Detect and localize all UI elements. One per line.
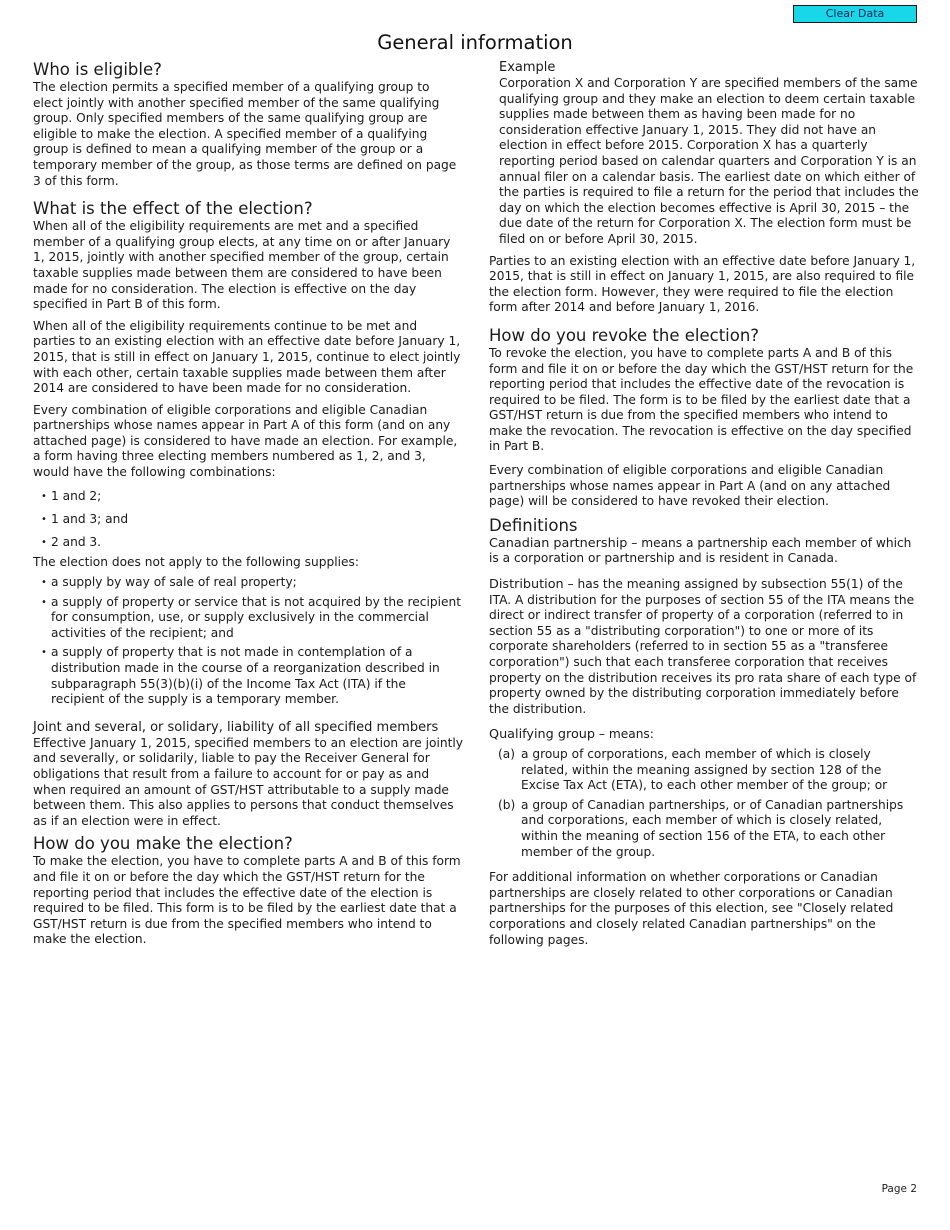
list-marker: (a) [498, 746, 515, 761]
list-item: • a supply of property that is not made in contemplation of a distribution made in the course of a reorganization described in subparagraph 55(3)(b)(i) of the Income Tax Act (ITA) if the recipient of the supply is a temporary member. [33, 645, 463, 707]
definition-text: – means: [595, 727, 654, 742]
list-item: • 2 and 3. [33, 535, 463, 551]
joint-liability-text: Effective January 1, 2015, specified members to an election are jointly and severally, or solidarily, liable to pay the Receiver General for obligations that result from a failure to account for or pay as and when required an amount of GST/HST attributable to a supply made between them. This also applies to persons that conduct themselves as if an election were in effect. [33, 735, 463, 828]
list-item [489, 798, 919, 860]
revoke-heading: How do you revoke the election? [489, 325, 760, 345]
list-marker: (b) [498, 797, 516, 812]
definition-text: – has the meaning assigned by subsection 55(1) of the ITA. A distribution for the purposes of section 55 of the ITA means the direct or indirect transfer of property of a corporation (referred to in section 55 as a "distributing corporation") to one or more of its corporate shareholders (referred to in section 55 as a "transferee corporation") such that each transferee corporation that receives property on the distribution receives its pro rata share of each type of property owned by the distributing corporation immediately before the distribution. [489, 577, 917, 716]
example-heading: Example [499, 60, 556, 75]
additional-info-text: For additional information on whether corporations or Canadian partnerships are closely related to other corporations or Canadian partnerships for the purposes of this election, see "Closely related corporations and closely related Canadian partnerships" on the following pages. [489, 870, 894, 947]
page-title: General information [377, 31, 573, 54]
definition-term: Distribution [489, 577, 564, 593]
list-item: • 1 and 2; [33, 489, 463, 505]
example-box [489, 60, 919, 248]
definition-canadian-partnership [489, 536, 919, 567]
definition-distribution [489, 577, 919, 717]
existing-election-text: Parties to an existing election with an effective date before January 1, 2015, that is still in effect on January 1, 2015, are also required to file the election form. However, they were required to file the election form after 2014 and before January 1, 2016. [489, 253, 916, 315]
list-item-text: a group of corporations, each member of which is closely related, within the meaning assigned by section 128 of the Excise Tax Act (ETA), to each other member of the group; or [521, 746, 888, 793]
page-number: Page 2 [881, 1183, 917, 1195]
definition-term: Canadian partnership [489, 535, 628, 551]
list-item: • a supply of property or service that is not acquired by the recipient for consumption, use, or supply exclusively in the commercial activities of the recipient; and [33, 595, 463, 642]
clear-data-button[interactable]: Clear Data [793, 5, 917, 23]
list-item-text: a group of Canadian partnerships, or of Canadian partnerships and corporations, each member of which is closely related, within the meaning of section 156 of the ETA, to each other member of the group. [521, 797, 904, 859]
who-eligible-text: The election permits a specified member of a qualifying group to elect jointly with another specified member of the same qualifying group. Only specified members of the same qualifying group are eligible to make the election. A specified member of a qualifying group is defined to mean a qualifying member of the group or a temporary member of the group, as those terms are defined on page 3 of this form. [33, 80, 457, 188]
definition-term: Qualifying group [489, 727, 596, 743]
left-column [33, 60, 463, 948]
not-apply-list [33, 575, 463, 708]
who-eligible-heading: Who is eligible? [33, 60, 162, 79]
definition-qualifying-group [489, 727, 919, 743]
right-column [489, 60, 919, 948]
combinations-list [33, 489, 463, 551]
definitions-heading: Definitions [489, 515, 578, 535]
make-election-text: To make the election, you have to complete parts A and B of this form and file it on or before the day which the GST/HST return for the reporting period that includes the effective date of the election is required to be filed. This form is to be filed by the earliest date that a GST/HST return is due from the specified members who intend to make the election. [33, 854, 461, 947]
revoke-text-2: Every combination of eligible corporations and eligible Canadian partnerships whose names appear in Part A (and on any attached page) will be considered to have revoked their election. [489, 463, 891, 509]
list-item: • a supply by way of sale of real property; [33, 575, 463, 591]
definition-text: – means a partnership each member of which is a corporation or partnership and is resident in Canada. [489, 535, 912, 566]
list-item [489, 747, 919, 794]
list-item: • 1 and 3; and [33, 512, 463, 528]
effect-text-3: Every combination of eligible corporations and eligible Canadian partnerships whose names appear in Part A of this form (and on any attached page) is considered to have made an election. For example, a form having three electing members numbered as 1, 2, and 3, would have the following combinations: [33, 402, 458, 480]
qualifying-group-list [489, 747, 919, 860]
effect-text-1: When all of the eligibility requirements are met and a specified member of a qualifying group elects, at any time on or after January 1, 2015, jointly with another specified member of the group, certain taxable supplies made between them are considered to have been made for no consideration. The election is effective on the day specified in Part B of this form. [33, 219, 451, 312]
revoke-text-1: To revoke the election, you have to complete parts A and B of this form and file it on or before the day which the GST/HST return for the reporting period that includes the effective date of the revocation is required to be filed. The form is to be filed by the earliest date that a GST/HST return is due from the specified members who intend to make the revocation. The revocation is effective on the day specified in Part B. [489, 345, 914, 454]
example-text: Corporation X and Corporation Y are specified members of the same qualifying group and they make an election to deem certain taxable supplies made between them as having been made for no consideration effective January 1, 2015. They did not have an election in effect before 2015. Corporation X has a quarterly reporting period based on calendar quarters and Corporation Y is an annual filer on a calendar basis. The earliest date on which either of the parties is required to file a return for the period that includes the day on which the election becomes effective is April 30, 2015 – the due date of the return for Corporation X. The election form must be filed on or before April 30, 2015. [499, 76, 919, 246]
make-election-heading: How do you make the election? [33, 834, 293, 854]
effect-heading: What is the effect of the election? [33, 199, 313, 219]
not-apply-intro: The election does not apply to the following supplies: [33, 555, 359, 570]
joint-liability-heading: Joint and several, or solidary, liability of all specified members [33, 719, 439, 735]
effect-text-2: When all of the eligibility requirements continue to be met and parties to an existing election with an effective date before January 1, 2015, that is still in effect on January 1, 2015, continue to elect jointly with each other, certain taxable supplies made between them after 2014 are considered to have been made for no consideration. [33, 318, 461, 396]
